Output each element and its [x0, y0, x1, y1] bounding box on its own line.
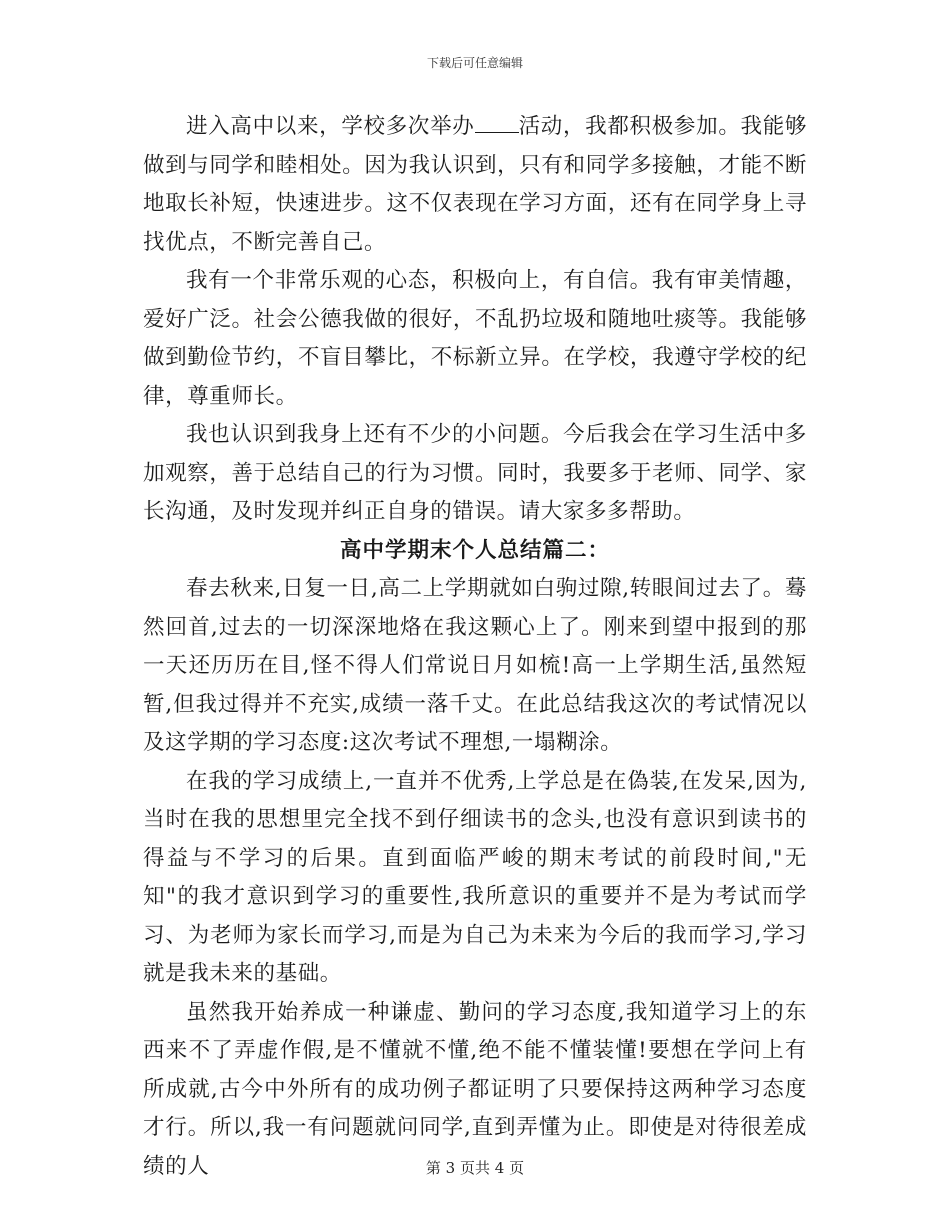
paragraph-5: 在我的学习成绩上,一直并不优秀,上学总是在偽装,在发呆,因为,当时在我的思想里完全找不到仔细读书的念头,也没有意识到读书的得益与不学习的后果。直到面临严峻的期末考试的前段时间,"无知"的我才意识到学习的重要性,我所意识的重要并不是为考试而学习、为老师为家长而学习,而是为自己为未来为今后的我而学习,学习就是我未来的基础。	[143, 768, 807, 986]
paragraph-2: 我有一个非常乐观的心态，积极向上，有自信。我有审美情趣，爱好广泛。社会公德我做的很好，不乱扔垃圾和随地吐痰等。我能够做到勤俭节约，不盲目攀比，不标新立异。在学校，我遵守学校的纪律，尊重师长。	[143, 268, 807, 409]
section-heading: 高中学期末个人总结篇二：	[339, 537, 610, 563]
fill-in-blank	[475, 114, 519, 133]
page-header: 下载后可任意编辑	[426, 56, 523, 70]
paragraph-1-end: 活动，我都积极参加。我能够做到与同学和睦相处。因为我认识到，只有和同学多接触，才能不断地取长补短，快速进步。这不仅表现在学习方面，还有在同学身上寻找优点，不断完善自己。	[143, 114, 807, 255]
document-body	[143, 108, 807, 1186]
paragraph-6: 虽然我开始养成一种谦虚、勤问的学习态度,我知道学习上的东西来不了弄虚作假,是不懂就不懂,绝不能不懂装懂!要想在学问上有所成就,古今中外所有的成功例子都证明了只要保持这两种学习态度才行。所以,我一有问题就问同学,直到弄懂为止。即使是对待很差成绩的人	[143, 999, 807, 1179]
paragraph-3: 我也认识到我身上还有不少的小问题。今后我会在学习生活中多加观察，善于总结自己的行为习惯。同时，我要多于老师、同学、家长沟通，及时发现并纠正自身的错误。请大家多多帮助。	[143, 422, 807, 524]
paragraph-4: 春去秋来,日复一日,高二上学期就如白驹过隙,转眼间过去了。蓦然回首,过去的一切深深地烙在我这颗心上了。刚来到望中报到的那一天还历历在目,怪不得人们常说日月如梳!高一上学期生活,虽然短暂,但我过得并不充实,成绩一落千丈。在此总结我这次的考试情况以及这学期的学习态度:这次考试不理想,一塌糊涂。	[143, 576, 807, 755]
paragraph-1-start: 进入高中以来，学校多次举办	[186, 114, 475, 139]
page-number: 第 3 页共 4 页	[425, 1159, 525, 1177]
paragraph-1	[143, 108, 807, 262]
